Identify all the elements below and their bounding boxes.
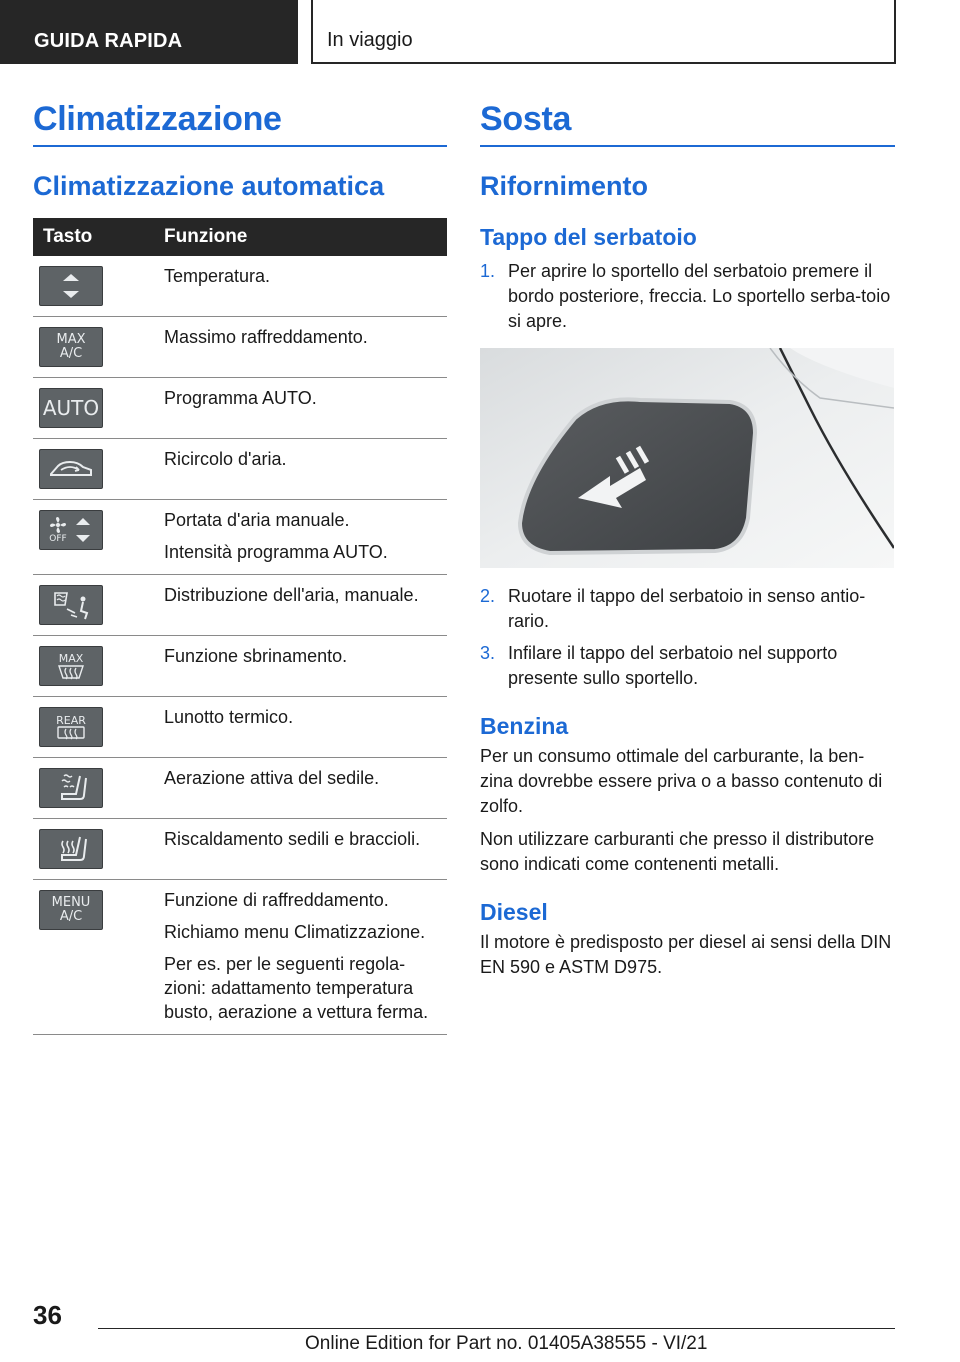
key-cell bbox=[33, 256, 164, 317]
col-function-header: Funzione bbox=[164, 218, 447, 256]
seat-ventilation-icon[interactable] bbox=[39, 768, 103, 808]
function-text: Funzione sbrinamento. bbox=[164, 646, 348, 666]
right-column bbox=[480, 100, 895, 980]
step-text: Ruotare il tappo del serbatoio in senso antio-rario. bbox=[508, 586, 866, 631]
function-text: Portata d'aria manuale. bbox=[164, 510, 350, 530]
key-label: OFF bbox=[49, 534, 67, 544]
function-text: Massimo raffreddamento. bbox=[164, 327, 368, 347]
parking-title: Sosta bbox=[480, 100, 895, 147]
function-text: Temperatura. bbox=[164, 266, 271, 286]
key-label: AUTO bbox=[42, 396, 100, 420]
list-item bbox=[480, 641, 895, 691]
key-cell bbox=[33, 819, 164, 880]
fuel-cap-steps bbox=[480, 259, 895, 334]
key-cell bbox=[33, 758, 164, 819]
petrol-heading: Benzina bbox=[480, 713, 569, 739]
table-row bbox=[33, 378, 447, 439]
recirculation-icon[interactable] bbox=[39, 449, 103, 489]
function-text: Aerazione attiva del sedile. bbox=[164, 768, 380, 788]
table-row bbox=[33, 439, 447, 500]
step-number: 1. bbox=[480, 261, 496, 281]
table-row bbox=[33, 575, 447, 636]
fuel-cap-heading: Tappo del serbatoio bbox=[480, 224, 697, 250]
key-cell bbox=[33, 378, 164, 439]
function-text: Ricircolo d'aria. bbox=[164, 449, 287, 469]
function-cell bbox=[164, 880, 447, 1035]
table-row bbox=[33, 500, 447, 575]
function-cell bbox=[164, 500, 447, 575]
table-row bbox=[33, 317, 447, 378]
key-cell bbox=[33, 575, 164, 636]
max-defrost-icon[interactable] bbox=[39, 646, 103, 686]
function-cell bbox=[164, 636, 447, 697]
auto-climate-subtitle: Climatizzazione automatica bbox=[33, 171, 385, 201]
key-label: REAR bbox=[56, 713, 86, 727]
table-row bbox=[33, 636, 447, 697]
col-key-header: Tasto bbox=[33, 218, 164, 256]
function-cell bbox=[164, 439, 447, 500]
section-tab: GUIDA RAPIDA bbox=[0, 0, 298, 64]
table-row bbox=[33, 256, 447, 317]
function-cell bbox=[164, 575, 447, 636]
climate-controls-table bbox=[33, 218, 447, 1035]
petrol-text-2: Non utilizzare carburanti che presso il distributore sono indicati come contenenti metalli. bbox=[480, 829, 875, 874]
key-cell bbox=[33, 880, 164, 1035]
fuel-flap-image bbox=[480, 348, 894, 568]
table-row bbox=[33, 880, 447, 1035]
function-text: Richiamo menu Climatizzazione. bbox=[164, 922, 426, 942]
max-ac-icon[interactable] bbox=[39, 327, 103, 367]
footer-divider bbox=[98, 1328, 895, 1329]
menu-ac-icon[interactable] bbox=[39, 890, 103, 930]
diesel-text: Il motore è predisposto per diesel ai sensi della DIN EN 590 e ASTM D975. bbox=[480, 932, 892, 977]
key-label: MENU A/C bbox=[51, 895, 91, 924]
fuel-flap-photo bbox=[480, 348, 894, 568]
list-item bbox=[480, 584, 895, 634]
function-cell bbox=[164, 378, 447, 439]
function-cell bbox=[164, 317, 447, 378]
fan-off-icon[interactable] bbox=[39, 510, 103, 550]
key-cell bbox=[33, 317, 164, 378]
climate-title: Climatizzazione bbox=[33, 100, 447, 147]
key-label: MAX A/C bbox=[56, 332, 86, 361]
function-cell bbox=[164, 819, 447, 880]
step-text: Infilare il tappo del serbatoio nel supporto presente sullo sportello. bbox=[508, 643, 838, 688]
function-cell bbox=[164, 256, 447, 317]
petrol-text-1: Per un consumo ottimale del carburante, la ben-zina dovrebbe essere priva o a basso contenuto di zolfo. bbox=[480, 746, 883, 816]
table-row bbox=[33, 758, 447, 819]
rear-defrost-icon[interactable] bbox=[39, 707, 103, 747]
function-text: Riscaldamento sedili e braccioli. bbox=[164, 829, 421, 849]
left-column bbox=[33, 100, 447, 1035]
step-number: 3. bbox=[480, 643, 496, 663]
step-number: 2. bbox=[480, 586, 496, 606]
fuel-cap-steps-continued bbox=[480, 584, 895, 691]
edition-note: Online Edition for Part no. 01405A38555 - VI/21 bbox=[305, 1333, 708, 1354]
refuel-subtitle: Rifornimento bbox=[480, 171, 648, 201]
key-cell bbox=[33, 697, 164, 758]
function-text: Lunotto termico. bbox=[164, 707, 294, 727]
table-row bbox=[33, 697, 447, 758]
function-cell bbox=[164, 697, 447, 758]
seat-heating-icon[interactable] bbox=[39, 829, 103, 869]
key-cell bbox=[33, 636, 164, 697]
key-cell bbox=[33, 439, 164, 500]
auto-icon[interactable] bbox=[39, 388, 103, 428]
table-header-row bbox=[33, 218, 447, 256]
function-text: Intensità programma AUTO. bbox=[164, 542, 388, 562]
air-distribution-icon[interactable] bbox=[39, 585, 103, 625]
function-text: Distribuzione dell'aria, manuale. bbox=[164, 585, 419, 605]
step-text: Per aprire lo sportello del serbatoio premere il bordo posteriore, freccia. Lo sportello serba-toio si apre. bbox=[508, 261, 891, 331]
function-text: Funzione di raffreddamento. bbox=[164, 890, 389, 910]
table-row bbox=[33, 819, 447, 880]
temperature-up-down-icon[interactable] bbox=[39, 266, 103, 306]
page-number: 36 bbox=[33, 1300, 62, 1330]
list-item bbox=[480, 259, 895, 334]
diesel-heading: Diesel bbox=[480, 899, 548, 925]
key-label: MAX bbox=[58, 651, 84, 665]
key-cell bbox=[33, 500, 164, 575]
function-text: Programma AUTO. bbox=[164, 388, 317, 408]
function-cell bbox=[164, 758, 447, 819]
chapter-tab: In viaggio bbox=[311, 0, 896, 64]
page-header bbox=[0, 0, 960, 66]
function-text: Per es. per le seguenti regola- zioni: adattamento temperatura busto, aerazione a vettura ferma. bbox=[164, 954, 429, 1022]
